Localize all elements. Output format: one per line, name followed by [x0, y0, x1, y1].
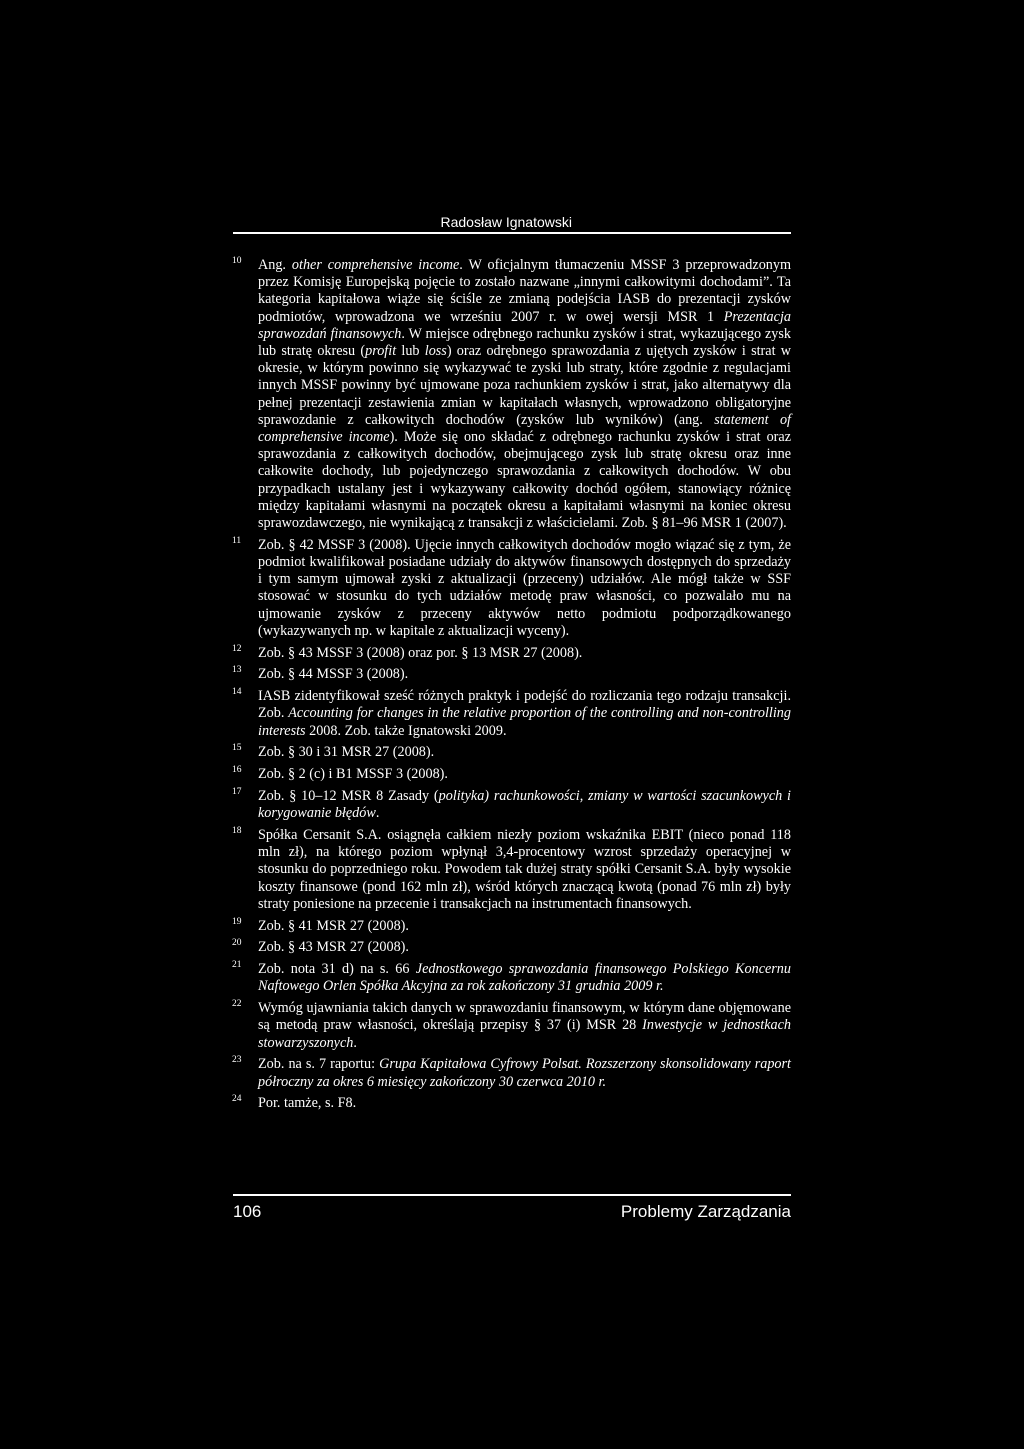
footnote-text	[258, 257, 791, 531]
footnote-segment: lub	[396, 343, 425, 360]
footnote-segment: Ang.	[258, 257, 292, 273]
footnote-number: 15	[232, 743, 242, 754]
footnote-20	[232, 939, 791, 956]
footnote-22	[232, 1000, 791, 1052]
footnote-number: 16	[232, 765, 242, 776]
footnote-segment: ). Może się ono składać z odrębnego rachunku zysków i strat oraz sprawozdania z całkowitych dochodów, obejmującego zysk lub stratę okresu oraz inne całkowite dochody, lub pojedynczego sprawozdania z całkowitych dochodów. W obu przypadkach ustalany jest i wykazywany całkowity dochód ogółem, stanowiący różnicę między kapitałami własnymi na początek okresu a kapitałami własnymi na koniec okresu sprawozdawczego, nie wynikającą z transakcji z właścicielami. Zob. § 81–96 MSR 1 (2007).	[258, 429, 791, 532]
footnote-text	[258, 744, 434, 760]
footnote-segment: Zob. § 43 MSSF 3 (2008) oraz por. § 13 MSR 27 (2008).	[258, 644, 583, 661]
footnote-segment: Zob. § 41 MSR 27 (2008).	[258, 917, 409, 934]
footnote-text	[258, 537, 791, 639]
footnote-italic-segment: loss	[424, 343, 447, 360]
footnote-italic-segment: Accounting for changes in the relative proportion of the controlling and non-controlling interests	[258, 705, 791, 739]
footnote-number: 12	[232, 643, 242, 654]
footnote-number: 24	[232, 1094, 242, 1105]
footnote-number: 18	[232, 826, 242, 837]
footnote-17	[232, 788, 791, 822]
journal-title: Problemy Zarządzania	[620, 1202, 791, 1221]
footnote-11	[232, 537, 791, 640]
footnote-21	[232, 961, 791, 995]
footnote-number: 21	[232, 960, 242, 971]
footnote-number: 11	[232, 535, 242, 546]
footnote-number: 22	[232, 999, 242, 1010]
footnote-10	[232, 257, 791, 532]
footnote-23	[232, 1056, 791, 1090]
header-rule	[233, 232, 791, 234]
footnote-italic-segment: polityka) rachunkowości, zmiany w wartości szacunkowych i korygowanie błędów	[258, 788, 791, 822]
footnote-segment: .	[353, 1034, 357, 1051]
footnote-segment: Por. tamże, s. F8.	[258, 1095, 357, 1112]
footnote-12	[232, 645, 791, 662]
footnote-segment: Zob. nota 31 d) na s. 66	[258, 961, 416, 978]
footnote-text	[258, 1056, 791, 1089]
footnote-italic-segment: other comprehensive income	[291, 257, 460, 273]
footnote-italic-segment: Prezentacja sprawozdań finansowych	[258, 308, 791, 342]
footnote-text	[258, 1095, 356, 1111]
footnote-segment: Wymóg ujawniania takich danych w sprawozdaniu finansowym, w którym dane objęmowane są metodą praw własności, określają przepisy § 37 (i) MSR 28	[258, 1000, 791, 1034]
footnote-text	[258, 918, 409, 934]
footnotes-list	[232, 257, 791, 1113]
footnote-number: 14	[232, 687, 242, 698]
footnote-number: 19	[232, 916, 242, 927]
footnote-italic-segment: Jednostkowego sprawozdania finansowego Polskiego Koncernu Naftowego Orlen Spółka Akcyjna za rok zakończony 31 grudnia 2009 r.	[258, 961, 791, 995]
footnote-segment: Zob. § 42 MSSF 3 (2008). Ujęcie innych całkowitych dochodów mogło wiązać się z tym, że podmiot kwalifikował posiadane udziały do aktywów finansowych dostępnych do sprzedaży i tym samym ujmował zyski z aktualizacji (przeceny) udziałów. Ale mógł także w SSF stosować w stosunku do tych udziałów metodę praw własności, co pozwalało mu na ujmowanie zysków z przeceny aktywów netto podmiotu podporządkowanego (wykazywanych np. w kapitale z aktualizacji wyceny).	[258, 536, 791, 639]
footnote-text	[258, 766, 448, 782]
footnote-segment: Zob. § 44 MSSF 3 (2008).	[258, 666, 409, 683]
footnote-segment: Zob. § 43 MSR 27 (2008).	[258, 939, 409, 956]
footnote-15	[232, 744, 791, 761]
footnote-13	[232, 666, 791, 683]
footnote-segment: 2008. Zob. także Ignatowski 2009.	[305, 722, 507, 739]
footnote-italic-segment: profit	[365, 343, 397, 360]
footnote-19	[232, 918, 791, 935]
footer-rule	[233, 1194, 791, 1196]
footnote-text	[258, 788, 791, 821]
footnote-18	[232, 827, 791, 913]
footnote-italic-segment: Inwestycje w jednostkach stowarzyszonych	[258, 1017, 791, 1051]
footnote-number: 17	[232, 787, 242, 798]
footnote-text	[258, 939, 409, 955]
footnote-segment: Zob. § 10–12 MSR 8 Zasady (	[258, 788, 439, 805]
footnote-segment: . W oficjalnym tłumaczeniu MSSF 3 przeprowadzonym przez Komisję Europejską pojęcie to zostało nazwane „innymi całkowitymi dochodami”. Ta kategoria kapitałowa wiąże się ściśle ze zmianą podejścia IASB do prezentacji zysków podmiotów, wprowadzona we wrześniu 2007 r. w owej wersji MSR 1	[258, 257, 792, 325]
footnote-italic-segment: Grupa Kapitałowa Cyfrowy Polsat. Rozszerzony skonsolidowany raport półroczny za okres 6 miesięcy zakończony 30 czerwca 2010 r.	[258, 1056, 791, 1090]
footnote-segment: Zob. na s. 7 raportu:	[258, 1056, 380, 1073]
footnote-segment: .	[375, 805, 380, 822]
footnote-number: 10	[232, 256, 242, 266]
footnote-text	[258, 827, 791, 912]
footnote-text	[258, 688, 791, 738]
footnote-text	[258, 666, 408, 682]
page-number: 106	[233, 1202, 262, 1221]
footnote-segment: Zob. § 30 i 31 MSR 27 (2008).	[258, 744, 435, 761]
footnote-text	[258, 961, 791, 994]
footnote-segment: . W miejsce odrębnego rachunku zysków i strat, wykazującego zysk lub stratę okresu (	[258, 325, 791, 360]
footnote-14	[232, 688, 791, 740]
footnote-number: 23	[232, 1055, 242, 1066]
footnote-24	[232, 1095, 791, 1112]
footnote-segment: Zob. § 2 (c) i B1 MSSF 3 (2008).	[258, 766, 448, 783]
footnote-segment: ) oraz odrębnego sprawozdania z ujętych zysków i strat w okresie, w którym powinno się wykazywać te zyski lub straty, które zgodnie z regulacjami innych MSSF powinny być ujmowane poza rachunkiem zysków i strat, jako alternatywy dla pełnej prezentacji zestawienia zmian w kapitałach własnych, wprowadzono obligatoryjne sprawozdanie z całkowitych dochodów (zysków lub wyników) (ang.	[258, 343, 791, 428]
footnote-italic-segment: statement of comprehensive income	[258, 411, 791, 446]
footnote-segment: Spółka Cersanit S.A. osiągnęła całkiem niezły poziom wskaźnika EBIT (nieco ponad 118 mln zł), na którego poziom wpłynął 3,4-procentowy wzrost sprzedaży operacyjnej w stosunku do poprzedniego roku. Powodem tak dużej straty spółki Cersanit S.A. były wysokie koszty finansowe (pond 162 mln zł), wśród których znaczącą kwotą (ponad 76 mln zł) były straty poniesione na przecenie i transakcjach na instrumentach finansowych.	[258, 827, 791, 912]
footnote-text	[258, 645, 582, 661]
footnote-segment: IASB zidentyfikował sześć różnych praktyk i podejść do rozliczania tego rodzaju transakcji. Zob.	[258, 688, 791, 722]
footnote-text	[258, 1000, 791, 1050]
running-header-author: Radosław Ignatowski	[440, 214, 572, 230]
footnote-number: 20	[232, 938, 242, 949]
footnote-number: 13	[232, 665, 242, 676]
footnote-16	[232, 766, 791, 783]
